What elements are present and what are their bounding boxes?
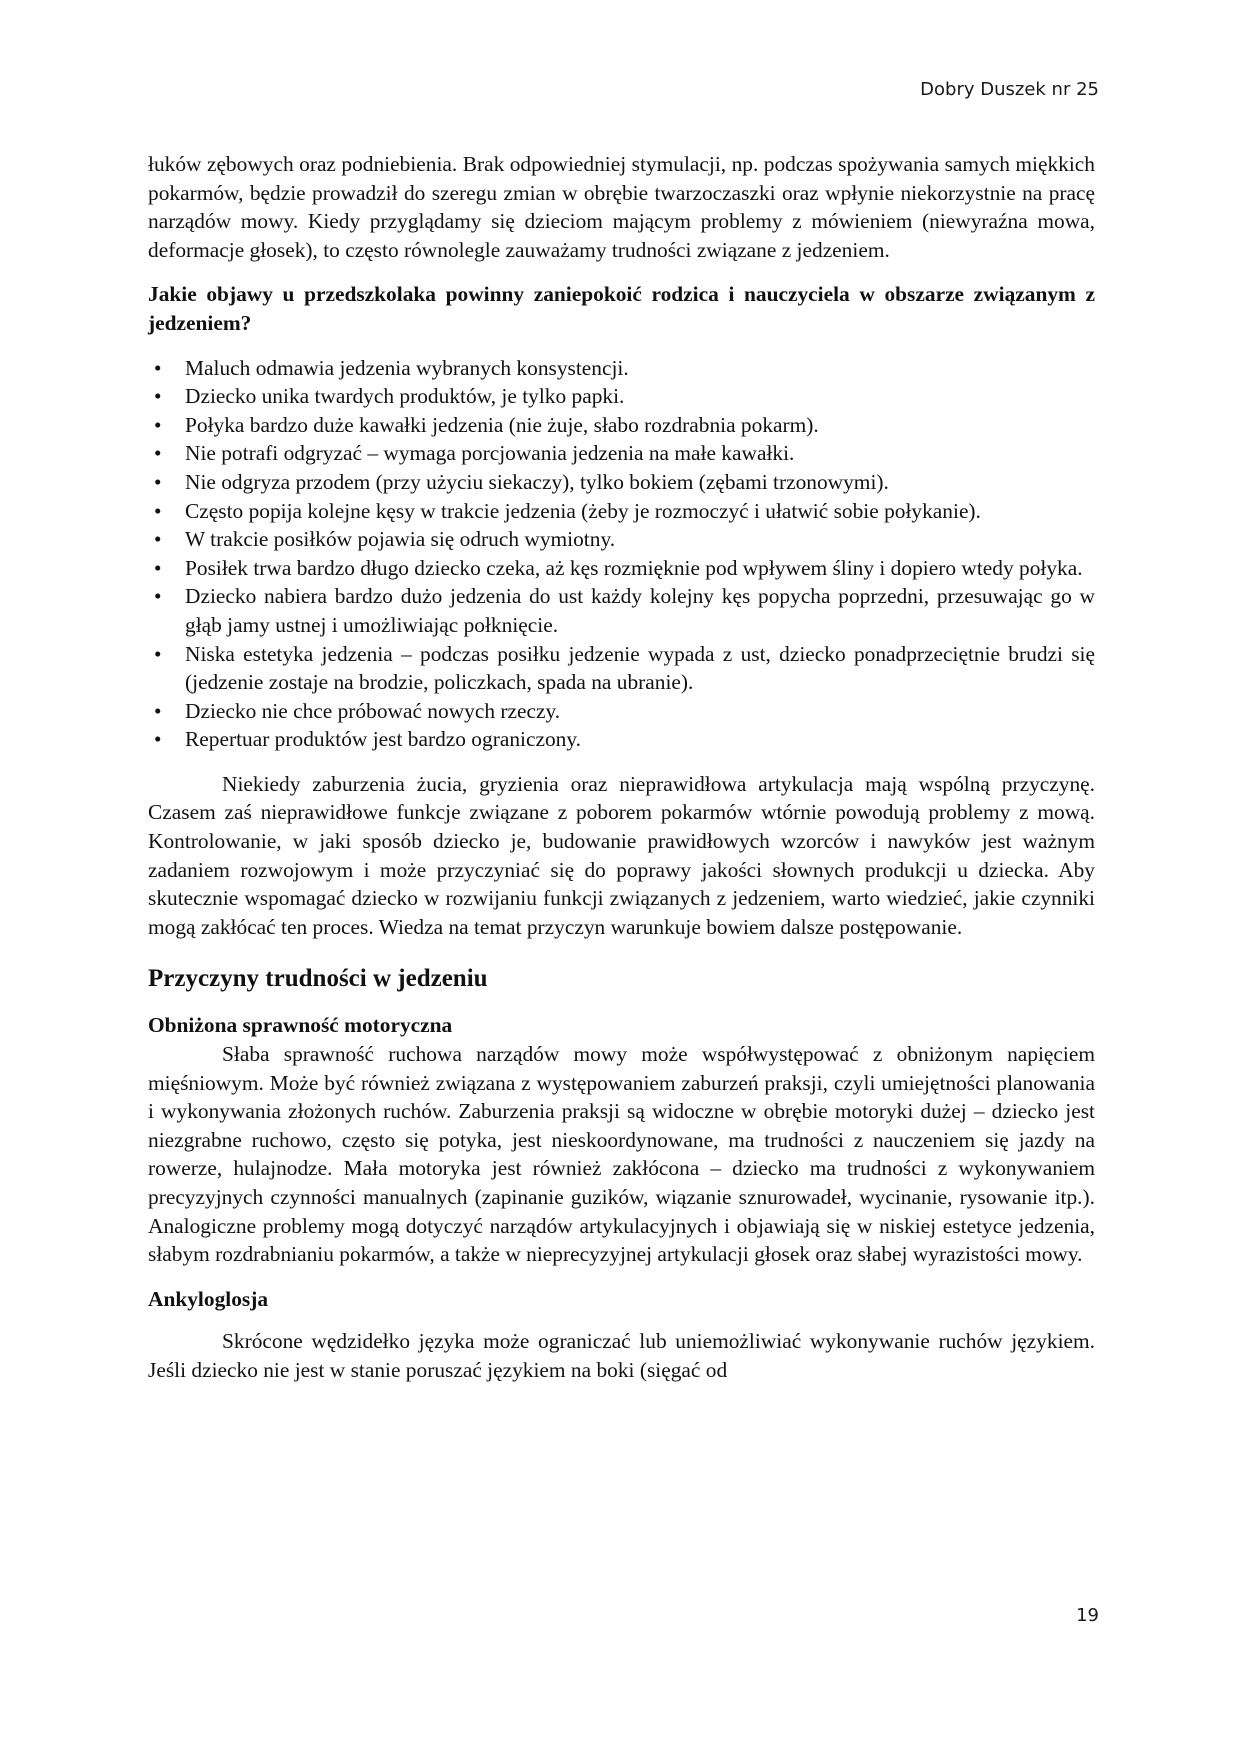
bullet-icon: • (154, 584, 162, 609)
intro-paragraph: łuków zębowych oraz podniebienia. Brak odpowiedniej stymulacji, np. podczas spożywania samych miękkich pokarmów, będzie prowadził do szeregu zmian w obrębie twarzoczaszki oraz wpłynie niekorzystnie na pracę narządów mowy. Kiedy przyglądamy się dzieciom mającym problemy z mówieniem (niewyraźna mowa, deformacje głosek), to często równolegle zauważamy trudności związane z jedzeniem. (148, 152, 1095, 262)
list-item (148, 497, 1095, 526)
symptom-list (148, 354, 1095, 754)
bullet-icon: • (154, 555, 162, 580)
section-heading: Przyczyny trudności w jedzeniu (148, 965, 488, 993)
list-item-text: Niska estetyka jedzenia – podczas posiłku jedzenie wypada z ust, dziecko ponadprzeciętnie brudzi się (jedzenie zostaje na brodzie, policzkach, spada na ubranie). (185, 641, 1095, 695)
list-item (148, 382, 1095, 411)
list-item-text: Dziecko nie chce próbować nowych rzeczy. (185, 698, 561, 723)
list-item (148, 640, 1095, 697)
bullet-icon: • (154, 527, 162, 552)
list-item-text: Nie odgryza przodem (przy użyciu siekaczy), tylko bokiem (zębami trzonowymi). (185, 469, 889, 494)
bullet-icon: • (154, 355, 162, 380)
list-item-text: Połyka bardzo duże kawałki jedzenia (nie żuje, słabo rozdrabnia pokarm). (185, 412, 819, 437)
motor-subheading: Obniżona sprawność motoryczna (148, 1013, 453, 1038)
bullet-icon: • (154, 384, 162, 409)
list-item (148, 554, 1095, 583)
list-item (148, 697, 1095, 726)
list-item (148, 354, 1095, 383)
bullet-icon: • (154, 412, 162, 437)
page-number: 19 (1076, 1605, 1099, 1626)
motor-paragraph: Słaba sprawność ruchowa narządów mowy może współwystępować z obniżonym napięciem mięśniowym. Może być również związana z występowaniem zaburzeń praksji, czyli umiejętności planowania i wykonywania złożonych ruchów. Zaburzenia praksji są widoczne w obrębie motoryki dużej – dziecko jest niezgrabne ruchowo, często się potyka, jest nieskoordynowane, ma trudności z nauczeniem się jazdy na rowerze, hulajnodze. Mała motoryka jest również zakłócona – dziecko ma trudności z wykonywaniem precyzyjnych czynności manualnych (zapinanie guzików, wiązanie sznurowadeł, wycinanie, rysowanie itp.). Analogiczne problemy mogą dotyczyć narządów artykulacyjnych i objawiają się w niskiej estetyce jedzenia, słabym rozdrabnianiu pokarmów, a także w nieprecyzyjnej artykulacji głosek oraz słabej wyrazistości mowy. (148, 1042, 1095, 1267)
bullet-icon: • (154, 698, 162, 723)
summary-paragraph: Niekiedy zaburzenia żucia, gryzienia oraz nieprawidłowa artykulacja mają wspólną przyczynę. Czasem zaś nieprawidłowe funkcje związane z poborem pokarmów wtórnie powodują problemy z mową. Kontrolowanie, w jaki sposób dziecko je, budowanie prawidłowych wzorców i nawyków jest ważnym zadaniem rozwojowym i może przyczyniać się do poprawy jakości słownych produkcji u dziecka. Aby skutecznie wspomagać dziecko w rozwijaniu funkcji związanych z jedzeniem, warto wiedzieć, jakie czynniki mogą zakłócać ten proces. Wiedza na temat przyczyn warunkuje bowiem dalsze postępowanie. (148, 771, 1095, 939)
list-item-text: Repertuar produktów jest bardzo ograniczony. (185, 727, 581, 752)
list-item (148, 525, 1095, 554)
list-item (148, 468, 1095, 497)
ankyloglossia-subheading: Ankyloglosja (148, 1286, 269, 1311)
bullet-icon: • (154, 498, 162, 523)
list-item-text: Nie potrafi odgryzać – wymaga porcjowania jedzenia na małe kawałki. (185, 441, 795, 466)
bullet-icon: • (154, 727, 162, 752)
list-item (148, 411, 1095, 440)
bullet-icon: • (154, 441, 162, 466)
running-header: Dobry Duszek nr 25 (920, 79, 1099, 100)
list-item-text: Dziecko nabiera bardzo dużo jedzenia do ust każdy kolejny kęs popycha poprzedni, przesuwając go w głąb jamy ustnej i umożliwiając połknięcie. (185, 584, 1095, 637)
list-item-text: W trakcie posiłków pojawia się odruch wymiotny. (185, 527, 616, 552)
bullet-icon: • (154, 641, 162, 666)
list-item-text: Dziecko unika twardych produktów, je tylko papki. (185, 384, 625, 409)
list-item (148, 582, 1095, 639)
list-item (148, 439, 1095, 468)
bullet-icon: • (154, 469, 162, 494)
question-heading: Jakie objawy u przedszkolaka powinny zaniepokoić rodzica i nauczyciela w obszarze związanym z jedzeniem? (148, 282, 1095, 335)
page-content (148, 150, 1095, 1385)
list-item-text: Maluch odmawia jedzenia wybranych konsystencji. (185, 355, 629, 380)
list-item (148, 725, 1095, 754)
list-item-text: Często popija kolejne kęsy w trakcie jedzenia (żeby je rozmoczyć i ułatwić sobie połykanie). (185, 498, 981, 523)
ankyloglossia-paragraph: Skrócone wędzidełko języka może ograniczać lub uniemożliwiać wykonywanie ruchów językiem. Jeśli dziecko nie jest w stanie poruszać językiem na boki (sięgać od (148, 1329, 1095, 1382)
list-item-text: Posiłek trwa bardzo długo dziecko czeka, aż kęs rozmięknie pod wpływem śliny i dopiero wtedy połyka. (185, 555, 1083, 580)
